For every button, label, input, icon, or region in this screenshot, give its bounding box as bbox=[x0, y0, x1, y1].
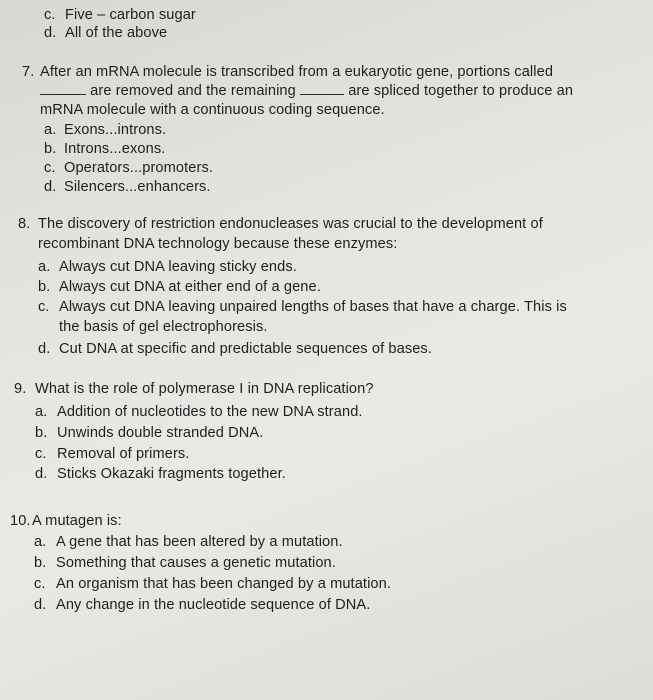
answer-blank bbox=[40, 82, 86, 95]
question-text: The discovery of restriction endonucleases was crucial to the development of bbox=[38, 216, 543, 232]
option-text: Exons...introns. bbox=[64, 122, 167, 138]
option-text: A gene that has been altered by a mutation. bbox=[56, 534, 343, 550]
option-text: An organism that has been changed by a mutation. bbox=[56, 576, 391, 592]
question-text-line-2: are removed and the remaining are spliced together to produce an bbox=[40, 82, 573, 100]
option-letter: c. bbox=[34, 576, 46, 592]
option-text: Always cut DNA at either end of a gene. bbox=[59, 279, 321, 295]
option-letter: b. bbox=[38, 279, 51, 295]
option-letter: c. bbox=[35, 446, 47, 462]
option-text: All of the above bbox=[65, 25, 168, 41]
answer-blank bbox=[300, 82, 344, 95]
option-c bbox=[34, 575, 391, 593]
option-d bbox=[35, 465, 286, 483]
option-b bbox=[44, 140, 166, 158]
option-letter: d. bbox=[34, 597, 47, 613]
option-d bbox=[44, 178, 211, 196]
option-text: Unwinds double stranded DNA. bbox=[57, 425, 264, 441]
question-number: 10. bbox=[10, 513, 31, 529]
option-letter: d. bbox=[38, 341, 51, 357]
option-letter: d. bbox=[44, 179, 57, 195]
option-text: Always cut DNA leaving sticky ends. bbox=[59, 259, 297, 275]
option-text: Always cut DNA leaving unpaired lengths of bases that have a charge. This is bbox=[59, 299, 567, 315]
option-c bbox=[44, 159, 213, 177]
option-letter: c. bbox=[44, 7, 56, 23]
question-text-line-3: mRNA molecule with a continuous coding sequence. bbox=[40, 102, 385, 118]
option-letter: b. bbox=[34, 555, 47, 571]
option-letter: b. bbox=[35, 425, 48, 441]
option-text: Any change in the nucleotide sequence of DNA. bbox=[56, 597, 371, 613]
option-a bbox=[35, 403, 363, 421]
option-a bbox=[44, 121, 167, 139]
option-letter: a. bbox=[44, 122, 57, 138]
option-text: Operators...promoters. bbox=[64, 160, 213, 176]
option-c-continuation: the basis of gel electrophoresis. bbox=[59, 319, 268, 335]
option-text: Introns...exons. bbox=[64, 141, 166, 157]
option-letter: c. bbox=[44, 160, 56, 176]
option-c bbox=[38, 298, 567, 316]
option-letter: d. bbox=[35, 466, 48, 482]
option-b bbox=[34, 554, 336, 572]
option-a bbox=[34, 533, 343, 551]
option-letter: d. bbox=[44, 25, 57, 41]
option-c bbox=[35, 445, 190, 463]
option-text: Something that causes a genetic mutation. bbox=[56, 555, 336, 571]
question-number: 9. bbox=[14, 381, 27, 397]
question-text: A mutagen is: bbox=[32, 513, 122, 529]
option-a bbox=[38, 258, 297, 276]
question-number: 8. bbox=[18, 216, 31, 232]
option-letter: b. bbox=[44, 141, 57, 157]
option-letter: a. bbox=[34, 534, 47, 550]
question-text: After an mRNA molecule is transcribed from a eukaryotic gene, portions called bbox=[40, 64, 554, 80]
option-b bbox=[35, 424, 264, 442]
option-letter: c. bbox=[38, 299, 50, 315]
option-text: Cut DNA at specific and predictable sequences of bases. bbox=[59, 341, 432, 357]
option-d-carryover bbox=[44, 24, 168, 42]
question-text-line-2: recombinant DNA technology because these enzymes: bbox=[38, 236, 398, 252]
question-text: What is the role of polymerase I in DNA replication? bbox=[35, 381, 374, 397]
option-d bbox=[34, 596, 371, 614]
option-text: Removal of primers. bbox=[57, 446, 190, 462]
option-text: Silencers...enhancers. bbox=[64, 179, 211, 195]
option-b bbox=[38, 278, 321, 296]
option-text: Five – carbon sugar bbox=[65, 7, 196, 23]
option-letter: a. bbox=[38, 259, 51, 275]
option-d bbox=[38, 340, 432, 358]
question-number: 7. bbox=[22, 64, 35, 80]
option-text: Addition of nucleotides to the new DNA strand. bbox=[57, 404, 363, 420]
option-letter: a. bbox=[35, 404, 48, 420]
option-text: Sticks Okazaki fragments together. bbox=[57, 466, 286, 482]
option-c-carryover bbox=[44, 6, 196, 24]
